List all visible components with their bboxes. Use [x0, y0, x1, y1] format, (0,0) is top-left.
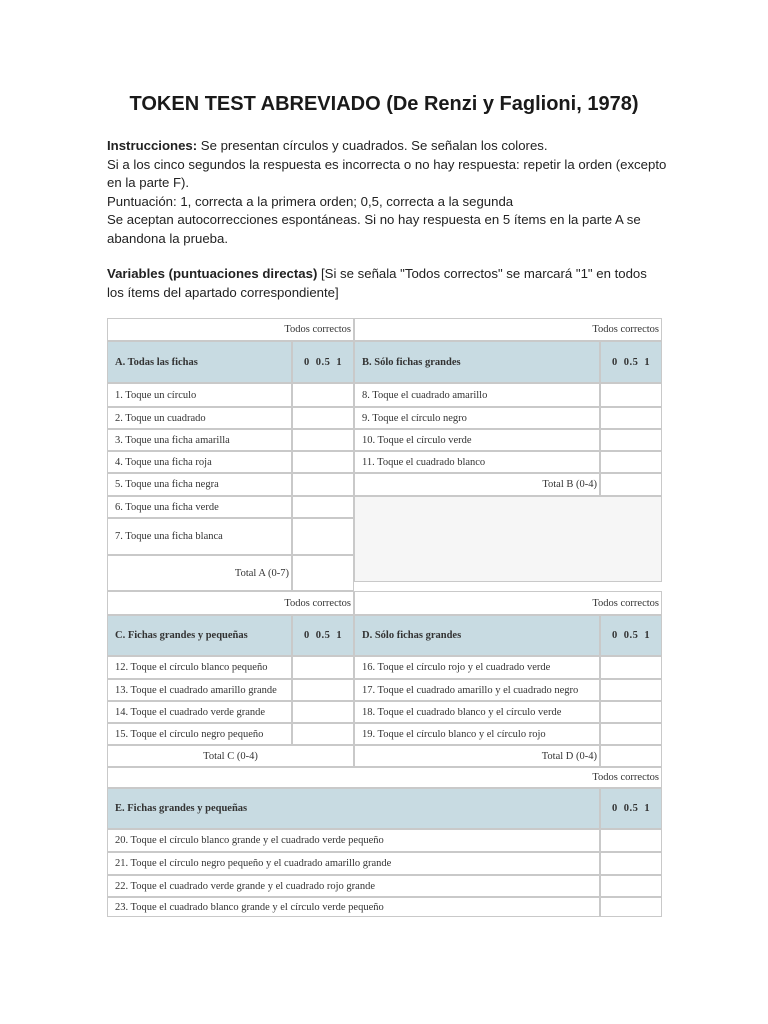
section-e-item: 23. Toque el cuadrado blanco grande y el círculo verde pequeño: [107, 897, 600, 917]
total-c: Total C (0-4): [107, 745, 354, 767]
section-a-item: 6. Toque una ficha verde: [107, 496, 292, 518]
section-d-item: 16. Toque el círculo rojo y el cuadrado verde: [354, 656, 600, 679]
score-option-1: 1: [644, 803, 651, 814]
instructions-paragraph: [107, 137, 667, 248]
instructions-label: Instrucciones:: [107, 138, 198, 153]
score-cell[interactable]: [600, 875, 662, 897]
section-a-item: 7. Toque una ficha blanca: [107, 518, 292, 555]
total-b-cell[interactable]: [600, 473, 662, 496]
score-cell[interactable]: [292, 656, 354, 679]
score-cell[interactable]: [600, 897, 662, 917]
score-cell[interactable]: [292, 518, 354, 555]
todos-correctos-a[interactable]: Todos correctos: [107, 318, 354, 341]
score-option-1: 1: [336, 356, 343, 368]
score-option-1: 1: [644, 630, 651, 641]
score-cell[interactable]: [292, 496, 354, 518]
total-b: Total B (0-4): [354, 473, 600, 496]
total-a-cell[interactable]: [292, 555, 354, 591]
section-c-item: 12. Toque el círculo blanco pequeño: [107, 656, 292, 679]
todos-correctos-c[interactable]: Todos correctos: [107, 591, 354, 615]
section-c-header: C. Fichas grandes y pequeñas: [107, 615, 292, 656]
score-cell[interactable]: [292, 701, 354, 723]
section-d-item: 17. Toque el cuadrado amarillo y el cuadrado negro: [354, 679, 600, 701]
section-e-item: 21. Toque el círculo negro pequeño y el cuadrado amarillo grande: [107, 852, 600, 875]
section-d-header: D. Sólo fichas grandes: [354, 615, 600, 656]
todos-correctos-b[interactable]: Todos correctos: [354, 318, 662, 341]
total-d-cell[interactable]: [600, 745, 662, 767]
score-option-0: 0: [611, 630, 618, 641]
empty-area: [354, 496, 662, 582]
score-option-05: 0.5: [315, 356, 331, 368]
score-option-05: 0.5: [623, 356, 639, 368]
section-b-item: 11. Toque el cuadrado blanco: [354, 451, 600, 473]
score-cell[interactable]: [600, 407, 662, 429]
section-b-header: B. Sólo fichas grandes: [354, 341, 600, 383]
section-d-item: 19. Toque el círculo blanco y el círculo rojo: [354, 723, 600, 745]
variables-paragraph: [107, 265, 667, 302]
score-option-0: 0: [611, 803, 618, 814]
section-e-item: 22. Toque el cuadrado verde grande y el cuadrado rojo grande: [107, 875, 600, 897]
section-c-scores: [292, 615, 354, 656]
score-cell[interactable]: [600, 701, 662, 723]
section-a-item: 4. Toque una ficha roja: [107, 451, 292, 473]
score-cell[interactable]: [600, 679, 662, 701]
section-c-item: 13. Toque el cuadrado amarillo grande: [107, 679, 292, 701]
section-b-item: 10. Toque el círculo verde: [354, 429, 600, 451]
todos-correctos-e[interactable]: Todos correctos: [107, 767, 662, 788]
section-e-item: 20. Toque el círculo blanco grande y el cuadrado verde pequeño: [107, 829, 600, 852]
score-option-05: 0.5: [623, 630, 639, 641]
score-cell[interactable]: [600, 852, 662, 875]
score-cell[interactable]: [600, 383, 662, 407]
section-a-header: A. Todas las fichas: [107, 341, 292, 383]
variables-text: [Si se señala "Todos correctos" se marcará "1" en todos los ítems del apartado correspondiente]: [107, 266, 647, 300]
page-title: TOKEN TEST ABREVIADO (De Renzi y Faglioni, 1978): [129, 93, 639, 115]
score-cell[interactable]: [292, 407, 354, 429]
score-option-0: 0: [611, 356, 618, 368]
section-c-item: 14. Toque el cuadrado verde grande: [107, 701, 292, 723]
score-cell[interactable]: [292, 679, 354, 701]
score-cell[interactable]: [600, 656, 662, 679]
instructions-line-4: Se aceptan autocorrecciones espontáneas. Si no hay respuesta en 5 ítems en la parte A se abandona la prueba.: [107, 212, 641, 246]
score-option-1: 1: [644, 356, 651, 368]
section-b-scores: [600, 341, 662, 383]
section-e-header: E. Fichas grandes y pequeñas: [107, 788, 600, 829]
section-a-item: 1. Toque un círculo: [107, 383, 292, 407]
score-cell[interactable]: [292, 451, 354, 473]
score-cell[interactable]: [600, 723, 662, 745]
score-option-0: 0: [303, 630, 310, 641]
section-b-item: 9. Toque el círculo negro: [354, 407, 600, 429]
section-a-item: 3. Toque una ficha amarilla: [107, 429, 292, 451]
score-cell[interactable]: [292, 723, 354, 745]
score-cell[interactable]: [292, 429, 354, 451]
section-a-scores: [292, 341, 354, 383]
score-cell[interactable]: [600, 429, 662, 451]
section-a-item: 5. Toque una ficha negra: [107, 473, 292, 496]
score-cell[interactable]: [600, 829, 662, 852]
score-cell[interactable]: [292, 473, 354, 496]
instructions-line-2: Si a los cinco segundos la respuesta es incorrecta o no hay respuesta: repetir la orden (excepto en la parte F).: [107, 156, 667, 190]
score-cell[interactable]: [600, 451, 662, 473]
score-option-1: 1: [336, 630, 343, 641]
variables-label: Variables (puntuaciones directas): [107, 266, 318, 281]
section-b-item: 8. Toque el cuadrado amarillo: [354, 383, 600, 407]
total-a: Total A (0-7): [107, 555, 292, 591]
section-c-item: 15. Toque el círculo negro pequeño: [107, 723, 292, 745]
score-cell[interactable]: [292, 383, 354, 407]
instructions-line-3: Puntuación: 1, correcta a la primera orden; 0,5, correcta a la segunda: [107, 193, 514, 209]
section-a-item: 2. Toque un cuadrado: [107, 407, 292, 429]
score-option-0: 0: [303, 356, 310, 368]
section-d-scores: [600, 615, 662, 656]
todos-correctos-d[interactable]: Todos correctos: [354, 591, 662, 615]
section-d-item: 18. Toque el cuadrado blanco y el círculo verde: [354, 701, 600, 723]
instructions-line-1: Se presentan círculos y cuadrados. Se señalan los colores.: [197, 138, 548, 153]
total-d: Total D (0-4): [354, 745, 600, 767]
score-option-05: 0.5: [623, 803, 639, 814]
section-e-scores: [600, 788, 662, 829]
score-option-05: 0.5: [315, 630, 331, 641]
